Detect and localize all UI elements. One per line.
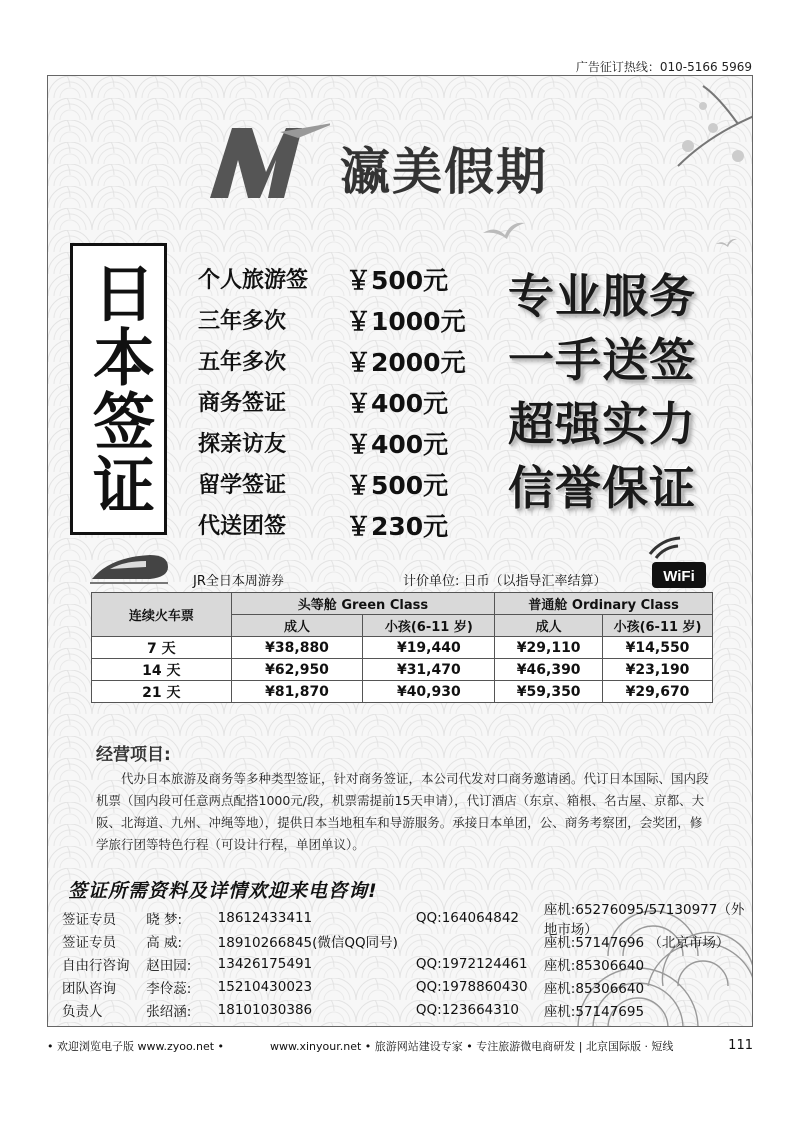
- contact-landline: 座机:57147696 （北京市场）: [543, 934, 730, 951]
- contact-row: [62, 901, 752, 938]
- ordinary-adult-cell: ¥59,350: [495, 681, 603, 703]
- table-row: [92, 681, 713, 703]
- brand-name: 瀛美假期: [340, 143, 548, 201]
- japan-visa-title-box: [70, 243, 167, 535]
- contact-row: [62, 952, 752, 975]
- contact-qq: QQ:1972124461: [415, 955, 528, 972]
- green-class-header: 头等舱 Green Class: [231, 593, 495, 615]
- green-child-cell: ¥19,440: [363, 637, 495, 659]
- business-scope-text: 代办日本旅游及商务等多种类型签证，针对商务签证，本公司代发对口商务邀请函。代订日本国际、国内段机票（国内段可任意两点配搭1000元/段，机票需提前15天申请），代订酒店（东京、箱根、名古屋、京都、大阪、北海道、九州、冲绳等地），提供日本当地租车和导游服务。承接日本单团，公、商务考察团，会奖团，修学旅行团等特色行程（可设计行程，单团单议）。: [96, 771, 709, 852]
- adult-header: 成人: [231, 615, 363, 637]
- contact-qq: QQ:1978860430: [415, 978, 528, 995]
- contact-row: [62, 998, 752, 1021]
- contact-mobile: 18101030386: [217, 1001, 313, 1018]
- jr-pass-title: JR全日本周游券: [193, 574, 284, 589]
- contact-list: [62, 901, 752, 1021]
- contact-mobile: 18910266845(微信QQ同号): [217, 934, 398, 951]
- ordinary-child-cell: ¥29,670: [603, 681, 713, 703]
- contact-qq: QQ:123664310: [415, 1001, 520, 1018]
- brand-m-logo-icon: [210, 120, 330, 210]
- visa-price: ￥230元: [346, 511, 449, 541]
- slogan-list: [508, 264, 738, 520]
- price-row: [198, 299, 498, 340]
- visa-price-list: [198, 258, 498, 545]
- days-cell: 21 天: [92, 681, 232, 703]
- contact-mobile: 13426175491: [217, 955, 313, 972]
- business-scope-title: 经营项目:: [96, 745, 171, 765]
- contact-mobile: 15210430023: [217, 978, 313, 995]
- visa-price: ￥500元: [346, 470, 449, 500]
- contact-landline: 座机:65276095/57130977（外地市场）: [543, 901, 745, 938]
- contact-landline: 座机:85306640: [543, 957, 645, 974]
- contact-row: [62, 929, 752, 952]
- price-row: [198, 463, 498, 504]
- ad-frame: [47, 75, 753, 1027]
- visa-type: 探亲访友: [198, 432, 287, 457]
- visa-type: 商务签证: [198, 391, 287, 416]
- contact-landline: 座机:57147695: [543, 1003, 645, 1020]
- ad-hotline: 广告征订热线：010-5166 5969: [575, 60, 752, 74]
- contact-qq: QQ:164064842: [415, 909, 520, 926]
- contact-role: 负责人: [62, 1003, 103, 1020]
- green-adult-cell: ¥62,950: [231, 659, 363, 681]
- brand-logo: [210, 120, 610, 210]
- price-row: [198, 381, 498, 422]
- contact-name: 李伶蕊:: [146, 980, 192, 997]
- ordinary-child-cell: ¥23,190: [603, 659, 713, 681]
- price-row: [198, 504, 498, 545]
- green-child-cell: ¥40,930: [363, 681, 495, 703]
- visa-price: ￥400元: [346, 388, 449, 418]
- table-row: [92, 637, 713, 659]
- consult-heading: 签证所需资料及详情欢迎来电咨询!: [68, 880, 378, 902]
- child-header: 小孩(6-11 岁): [363, 615, 495, 637]
- wifi-label: WiFi: [663, 568, 695, 585]
- contact-landline: 座机:85306640: [543, 980, 645, 997]
- visa-price: ￥2000元: [346, 347, 466, 377]
- japan-visa-title: 日本签证: [82, 261, 156, 517]
- contact-role: 签证专员: [62, 911, 116, 928]
- visa-type: 个人旅游签: [198, 268, 309, 293]
- green-adult-cell: ¥81,870: [231, 681, 363, 703]
- slogan: 超强实力: [508, 397, 696, 451]
- days-cell: 14 天: [92, 659, 232, 681]
- footer-site-info: www.xinyour.net • 旅游网站建设专家 • 专注旅游微电商研发 | 北京国际版 · 短线: [270, 1040, 674, 1053]
- price-unit-note: 计价单位: 日币（以指导汇率结算）: [403, 574, 607, 589]
- footer-ezine-link[interactable]: • 欢迎浏览电子版 www.zyoo.net •: [47, 1040, 225, 1053]
- bullet-train-icon: [90, 547, 170, 587]
- visa-type: 代送团签: [198, 514, 287, 539]
- ticket-column-header: 连续火车票: [92, 593, 232, 637]
- green-child-cell: ¥31,470: [363, 659, 495, 681]
- table-row: [92, 659, 713, 681]
- contact-name: 赵田园:: [146, 957, 192, 974]
- slogan: 信誉保证: [508, 461, 696, 515]
- green-adult-cell: ¥38,880: [231, 637, 363, 659]
- slogan: 专业服务: [508, 269, 696, 323]
- page-number: 111: [728, 1038, 753, 1053]
- visa-type: 三年多次: [198, 309, 287, 334]
- visa-price: ￥500元: [346, 265, 449, 295]
- ordinary-child-cell: ¥14,550: [603, 637, 713, 659]
- contact-mobile: 18612433411: [217, 909, 313, 926]
- jr-pass-fare-table: [91, 592, 713, 703]
- slogan: 一手送签: [508, 333, 696, 387]
- visa-price: ￥400元: [346, 429, 449, 459]
- price-row: [198, 340, 498, 381]
- contact-name: 晓 梦:: [146, 911, 183, 928]
- price-row: [198, 422, 498, 463]
- ordinary-class-header: 普通舱 Ordinary Class: [495, 593, 713, 615]
- days-cell: 7 天: [92, 637, 232, 659]
- ordinary-adult-cell: ¥29,110: [495, 637, 603, 659]
- adult-header: 成人: [495, 615, 603, 637]
- contact-role: 自由行咨询: [62, 957, 130, 974]
- ordinary-adult-cell: ¥46,390: [495, 659, 603, 681]
- visa-type: 五年多次: [198, 350, 287, 375]
- visa-price: ￥1000元: [346, 306, 466, 336]
- contact-row: [62, 975, 752, 998]
- contact-role: 团队咨询: [62, 980, 116, 997]
- child-header: 小孩(6-11 岁): [603, 615, 713, 637]
- contact-role: 签证专员: [62, 934, 116, 951]
- price-row: [198, 258, 498, 299]
- wifi-icon: [640, 532, 710, 592]
- contact-name: 张绍涵:: [146, 1003, 192, 1020]
- contact-name: 高 威:: [146, 934, 183, 951]
- visa-type: 留学签证: [198, 473, 287, 498]
